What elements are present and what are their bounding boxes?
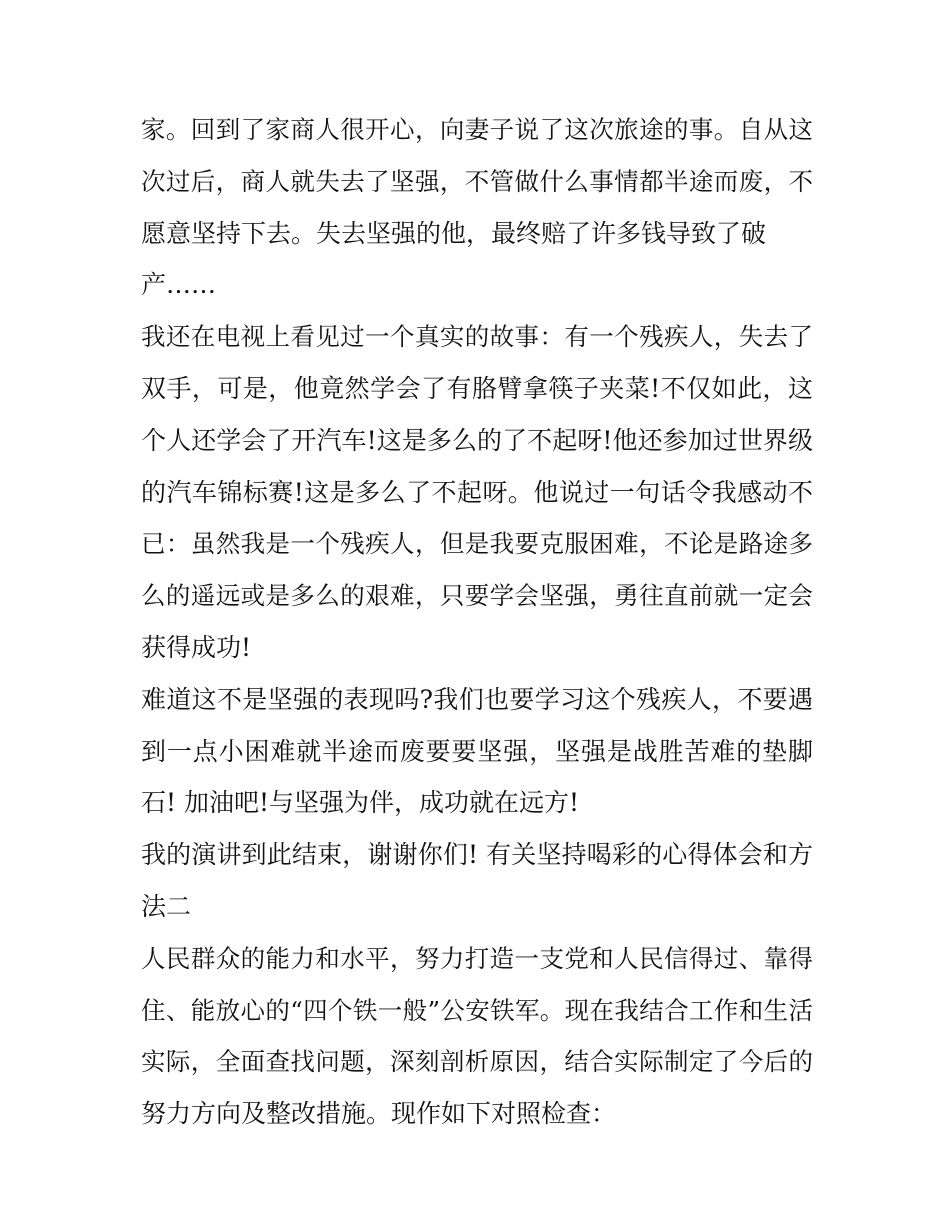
text-line: 难道这不是坚强的表现吗?我们也要学习这个残疾人，不要遇 [141, 684, 813, 714]
text-line: 愿意坚持下去。失去坚强的他，最终赔了许多钱导致了破 [141, 218, 767, 248]
text-line: 住、能放心的“四个铁一般”公安铁军。现在我结合工作和生活 [141, 995, 813, 1025]
text-line: 我还在电视上看见过一个真实的故事：有一个残疾人，失去了 [141, 322, 813, 352]
text-line: 产…… [141, 270, 217, 300]
text-line: 已：虽然我是一个残疾人，但是我要克服困难，不论是路途多 [141, 529, 813, 559]
text-line: 实际，全面查找问题，深刻剖析原因，结合实际制定了今后的 [141, 1047, 813, 1077]
text-line: 的汽车锦标赛!这是多么了不起呀。他说过一句话令我感动不 [141, 477, 813, 507]
text-line: 石! 加油吧!与坚强为伴，成功就在远方! [141, 788, 580, 818]
text-line: 努力方向及整改措施。现作如下对照检查： [141, 1099, 617, 1129]
text-line: 么的遥远或是多么的艰难，只要学会坚强，勇往直前就一定会 [141, 581, 813, 611]
text-line: 法二 [141, 891, 192, 921]
text-line: 家。回到了家商人很开心，向妻子说了这次旅途的事。自从这 [141, 115, 813, 144]
text-line: 双手，可是，他竟然学会了有胳臂拿筷子夹菜!不仅如此，这 [141, 373, 813, 403]
text-line: 获得成功! [141, 632, 252, 662]
text-line: 我的演讲到此结束，谢谢你们! 有关坚持喝彩的心得体会和方 [141, 840, 813, 870]
document-body [141, 104, 813, 1140]
text-line: 人民群众的能力和水平，努力打造一支党和人民信得过、靠得 [141, 943, 813, 973]
text-line: 到一点小困难就半途而废要要坚强，坚强是战胜苦难的垫脚 [141, 736, 813, 766]
text-line: 次过后，商人就失去了坚强，不管做什么事情都半途而废，不 [141, 166, 813, 196]
text-line: 个人还学会了开汽车!这是多么的了不起呀!他还参加过世界级 [141, 425, 813, 455]
